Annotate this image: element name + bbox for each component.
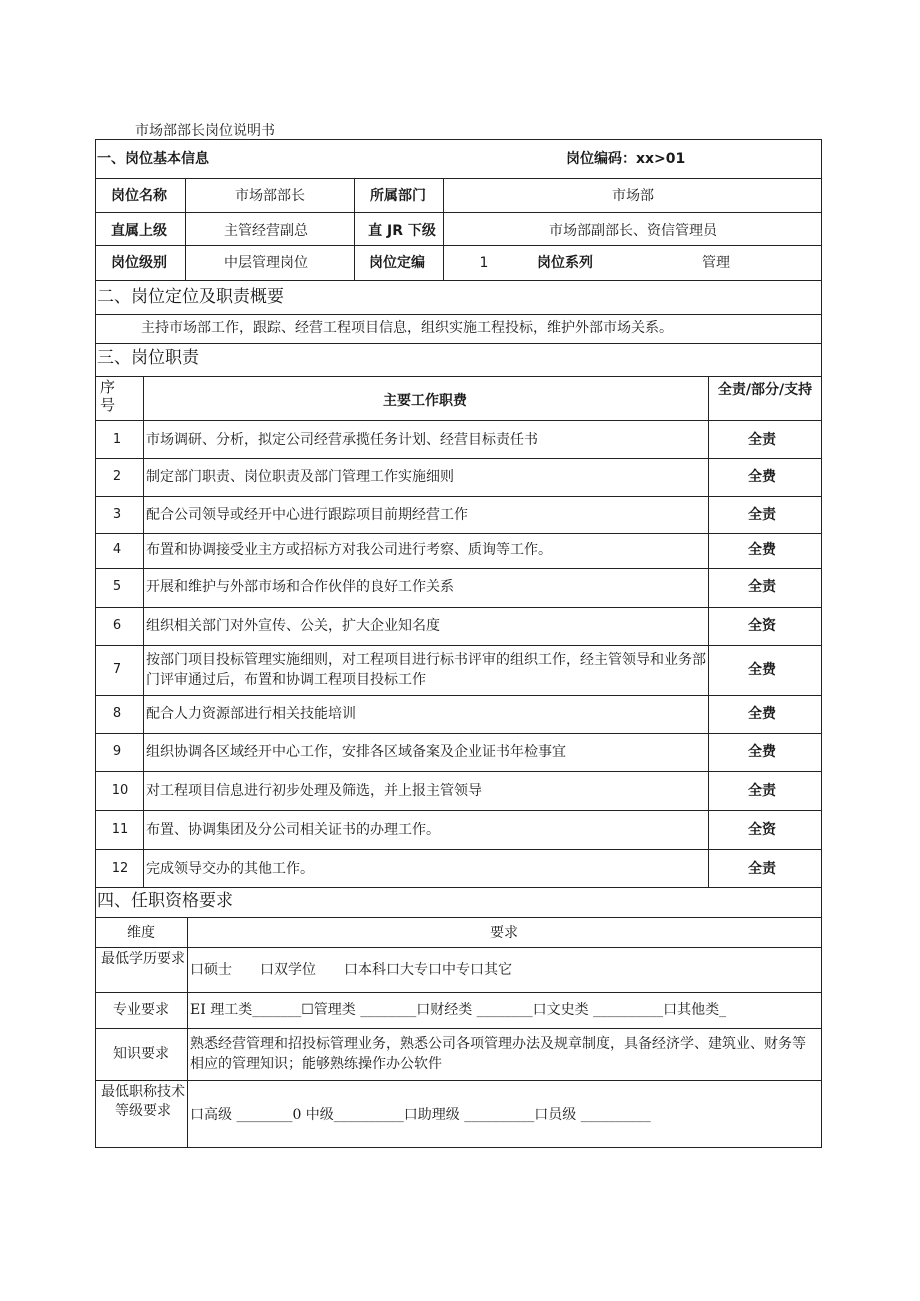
divider	[95, 733, 822, 734]
divider	[95, 1080, 822, 1081]
divider	[95, 849, 822, 850]
label-series: 岗位系列	[537, 255, 593, 271]
divider	[95, 245, 822, 246]
duty-text: 配合人力资源部进行相关技能培训	[146, 706, 356, 722]
duty-text: 完成领导交办的其他工作。	[146, 861, 314, 877]
label-headcount: 岗位定编	[369, 255, 425, 271]
column-header-duty: 主要工作职费	[383, 393, 467, 409]
duty-responsibility: 全责	[748, 579, 776, 595]
duty-no: 3	[112, 507, 122, 522]
section-1-heading: 一、岗位基本信息	[97, 151, 209, 167]
divider	[95, 568, 822, 569]
qualification-requirement: EI 理工类_______☐管理类 ________口财经类 ________口文史类 __________口其他类_	[190, 1002, 727, 1018]
qualification-requirement: 熟悉经营管理和招投标管理业务，熟悉公司各项管理办法及规章制度，具备经济学、建筑业、财务等相应的管理知识；能够熟练操作办公软件	[190, 1036, 806, 1072]
section-3-heading: 三、岗位职责	[97, 348, 199, 368]
duty-no: 9	[112, 744, 122, 759]
divider	[95, 810, 822, 811]
qualification-dimension: 知识要求	[113, 1046, 169, 1062]
column-header-dimension: 维度	[127, 925, 155, 941]
duty-responsibility: 全责	[748, 783, 776, 799]
divider	[187, 917, 188, 1147]
divider	[95, 343, 822, 344]
label-supervisor: 直属上级	[111, 223, 167, 239]
value-series: 管理	[702, 255, 730, 271]
section-4-heading: 四、任职资格要求	[97, 891, 233, 911]
duty-text: 市场调研、分析，拟定公司经营承揽任务计划、经营目标责任书	[146, 432, 538, 448]
column-header-seq: 序号	[100, 378, 116, 414]
duty-no: 5	[112, 579, 122, 594]
divider	[95, 178, 822, 179]
value-subordinates: 市场部副部长、资信管理员	[549, 223, 717, 239]
divider	[95, 1028, 822, 1029]
duty-no: 2	[112, 469, 122, 484]
position-summary: 主持市场部工作，跟踪、经营工程项目信息，组织实施工程投标，维护外部市场关系。	[141, 320, 673, 336]
document-title: 市场部部长岗位说明书	[135, 123, 275, 139]
divider	[95, 212, 822, 213]
position-code: 岗位编码：xx>01	[566, 151, 686, 167]
label-subordinates: 直 JR 下级	[368, 223, 436, 239]
duty-responsibility: 全费	[748, 706, 776, 722]
duty-text: 对工程项目信息进行初步处理及筛选，并上报主管领导	[146, 783, 482, 799]
label-level: 岗位级别	[111, 255, 167, 271]
duty-no: 11	[111, 822, 129, 837]
value-supervisor: 主管经营副总	[224, 223, 308, 239]
divider	[95, 695, 822, 696]
section-2-heading: 二、岗位定位及职责概要	[97, 287, 284, 307]
label-position-name: 岗位名称	[111, 188, 167, 204]
duty-text: 按部门项目投标管理实施细则，对工程项目进行标书评审的组织工作，经主管领导和业务部门评审通过后，布置和协调工程项目投标工作	[146, 652, 706, 688]
value-position-name: 市场部部长	[235, 188, 305, 204]
duty-text: 开展和维护与外部市场和合作伙伴的良好工作关系	[146, 579, 454, 595]
duty-no: 12	[111, 861, 129, 876]
divider	[143, 376, 144, 887]
divider	[95, 947, 822, 948]
divider	[95, 992, 822, 993]
duty-responsibility: 全责	[748, 432, 776, 448]
duty-responsibility: 全费	[748, 744, 776, 760]
duty-no: 1	[112, 432, 122, 447]
divider	[95, 496, 822, 497]
duty-no: 10	[111, 783, 129, 798]
divider	[443, 178, 444, 280]
duty-text: 组织相关部门对外宣传、公关，扩大企业知名度	[146, 618, 440, 634]
duty-no: 4	[112, 542, 122, 557]
duty-responsibility: 全费	[748, 662, 776, 678]
divider	[95, 458, 822, 459]
duty-text: 布置和协调接受业主方或招标方对我公司进行考察、质询等工作。	[146, 542, 552, 558]
qualification-dimension: 专业要求	[113, 1002, 169, 1018]
qualification-dimension: 最低学历要求	[101, 951, 185, 967]
divider	[185, 178, 186, 280]
value-headcount: 1	[479, 255, 489, 271]
duty-responsibility: 全责	[748, 861, 776, 877]
duty-text: 配合公司领导或经开中心进行跟踪项目前期经营工作	[146, 507, 468, 523]
divider	[95, 607, 822, 608]
qualification-requirement: 口硕士 口双学位 口本科口大专口中专口其它	[190, 962, 512, 978]
duty-text: 组织协调各区域经开中心工作，安排各区域备案及企业证书年检事宜	[146, 744, 566, 760]
divider	[95, 533, 822, 534]
label-department: 所属部门	[370, 188, 426, 204]
column-header-responsibility: 全责/部分/支持	[717, 382, 813, 398]
duty-responsibility: 全责	[748, 507, 776, 523]
duty-responsibility: 全费	[748, 542, 776, 558]
divider	[95, 376, 822, 377]
divider	[95, 917, 822, 918]
qualification-dimension: 最低职称技术等级要求	[101, 1084, 185, 1119]
divider	[708, 376, 709, 887]
duty-responsibility: 全资	[748, 822, 776, 838]
divider	[95, 314, 822, 315]
divider	[95, 887, 822, 888]
duty-no: 6	[112, 618, 122, 633]
duty-text: 制定部门职责、岗位职责及部门管理工作实施细则	[146, 469, 454, 485]
divider	[354, 178, 355, 280]
qualification-requirement: 口高级 ________0 中级__________口助理级 __________口员级 __________	[190, 1107, 651, 1123]
duty-responsibility: 全资	[748, 618, 776, 634]
duty-text: 布置、协调集团及分公司相关证书的办理工作。	[146, 822, 440, 838]
divider	[95, 420, 822, 421]
duty-no: 7	[112, 662, 122, 677]
duty-no: 8	[112, 706, 122, 721]
value-department: 市场部	[612, 188, 654, 204]
divider	[95, 280, 822, 281]
divider	[95, 645, 822, 646]
column-header-requirement: 要求	[490, 925, 518, 941]
divider	[95, 771, 822, 772]
duty-responsibility: 全费	[748, 469, 776, 485]
value-level: 中层管理岗位	[224, 255, 308, 271]
